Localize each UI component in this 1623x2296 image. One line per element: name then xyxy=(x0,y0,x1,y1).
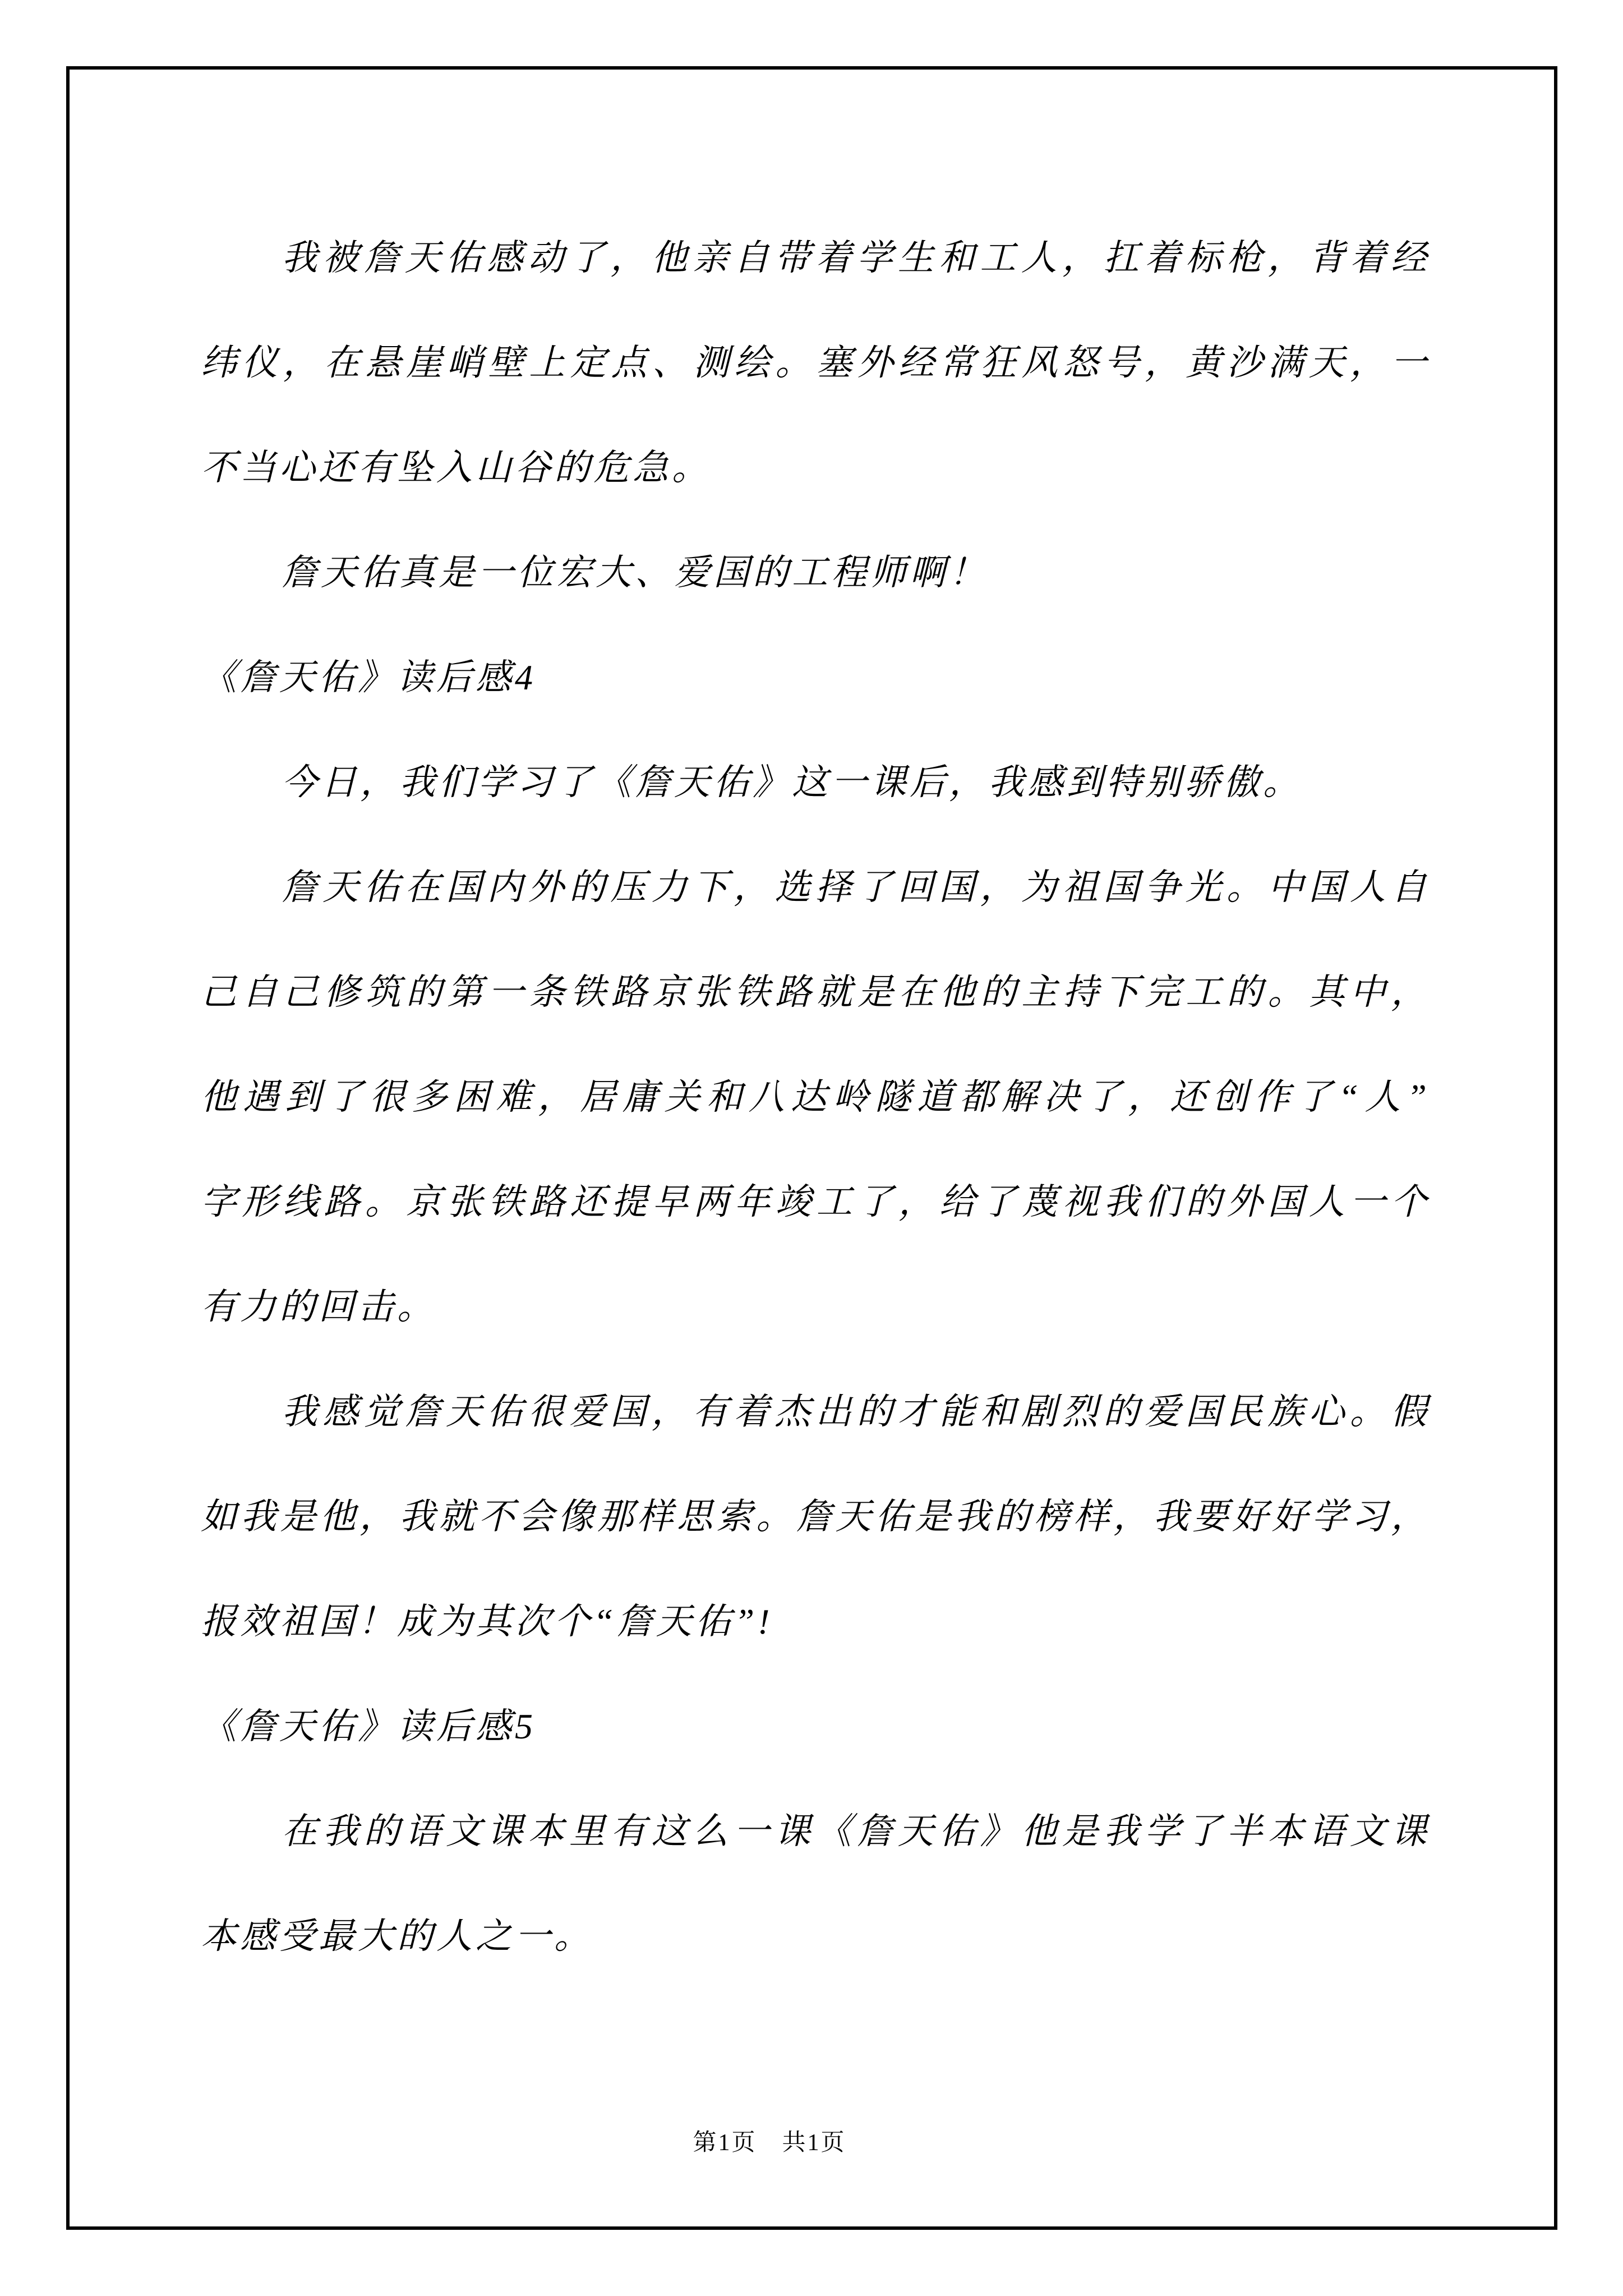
page-footer xyxy=(209,2125,1330,2161)
text-line: 我感觉詹天佑很爱国，有着杰出的才能和剧烈的爱国民族心。假 xyxy=(282,1392,1430,1432)
text-line: 詹天佑真是一位宏大、爱国的工程师啊！ xyxy=(282,553,988,592)
text-line: 纬仪，在悬崖峭壁上定点、测绘。塞外经常狂风怒号，黄沙满天，一 xyxy=(201,343,1430,383)
text-line: 报效祖国！成为其次个“詹天佑”! xyxy=(201,1602,773,1641)
text-line: 他遇到了很多困难，居庸关和八达岭隧道都解决了，还创作了“人” xyxy=(201,1077,1430,1117)
text-line: 字形线路。京张铁路还提早两年竣工了，给了蔑视我们的外国人一个 xyxy=(201,1182,1430,1222)
text-line: 我被詹天佑感动了，他亲自带着学生和工人，扛着标枪，背着经 xyxy=(282,238,1430,278)
text-line: 本感受最大的人之一。 xyxy=(201,1916,593,1956)
section-heading: 《詹天佑》读后感5 xyxy=(201,1706,536,1746)
document-body xyxy=(201,205,1430,1989)
section-heading: 《詹天佑》读后感4 xyxy=(201,657,536,697)
text-line: 今日，我们学习了《詹天佑》这一课后，我感到特别骄傲。 xyxy=(282,762,1302,802)
text-line: 如我是他，我就不会像那样思索。詹天佑是我的榜样，我要好好学习， xyxy=(201,1497,1430,1536)
text-line: 詹天佑在国内外的压力下，选择了回国，为祖国争光。中国人自 xyxy=(282,867,1430,907)
text-line: 在我的语文课本里有这么一课《詹天佑》他是我学了半本语文课 xyxy=(282,1811,1430,1851)
page-number-text: 第1页 共1页 xyxy=(693,2130,846,2156)
text-line: 不当心还有坠入山谷的危急。 xyxy=(201,448,711,487)
text-line: 己自己修筑的第一条铁路京张铁路就是在他的主持下完工的。其中， xyxy=(201,972,1430,1012)
text-line: 有力的回击。 xyxy=(201,1287,436,1327)
